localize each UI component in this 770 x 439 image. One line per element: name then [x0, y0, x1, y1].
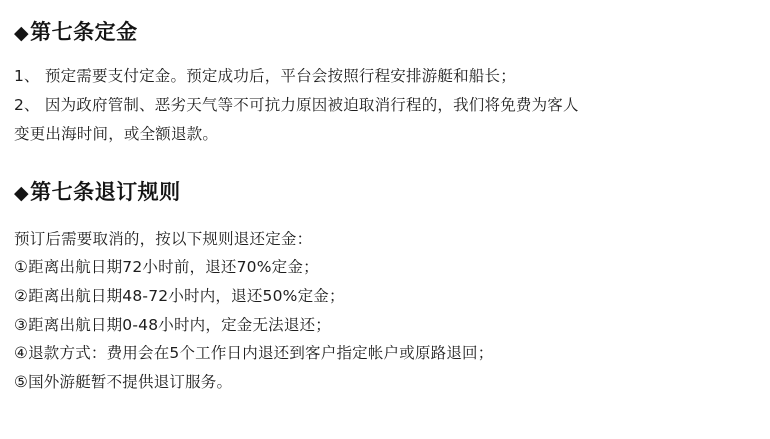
- diamond-bullet-icon: ◆: [14, 182, 30, 205]
- paragraph-line: 变更出海时间，或全额退款。: [14, 124, 219, 143]
- section-deposit-title: 定金: [94, 20, 138, 44]
- list-item: ③距离出航日期0-48小时内，定金无法退还；: [14, 315, 331, 334]
- paragraph-line: 2、 因为政府管制、恶劣天气等不可抗力原因被迫取消行程的，我们将免费为客人: [14, 96, 579, 115]
- section-cancellation-heading: [14, 178, 756, 206]
- paragraph-line: 预订后需要取消的，按以下规则退还定金：: [14, 229, 313, 248]
- paragraph-line: 1、 预定需要支付定金。预定成功后，平台会按照行程安排游艇和船长；: [14, 67, 516, 86]
- section-cancellation-title: 退订规则: [94, 180, 181, 205]
- section-deposit-number: 第七条: [30, 20, 95, 44]
- section-deposit-body: [14, 62, 756, 148]
- section-cancellation-body: [14, 225, 756, 397]
- list-item: ①距离出航日期72小时前，退还70%定金；: [14, 258, 319, 277]
- section-deposit: [14, 18, 756, 148]
- list-item: ⑤国外游艇暂不提供退订服务。: [14, 373, 233, 392]
- section-cancellation: [14, 178, 756, 396]
- section-deposit-heading: [14, 18, 756, 46]
- diamond-bullet-icon: ◆: [14, 22, 30, 44]
- section-cancellation-number: 第七条: [30, 180, 95, 205]
- list-item: ②距离出航日期48-72小时内，退还50%定金；: [14, 287, 345, 306]
- list-item: ④退款方式：费用会在5个工作日内退还到客户指定帐户或原路退回；: [14, 344, 494, 363]
